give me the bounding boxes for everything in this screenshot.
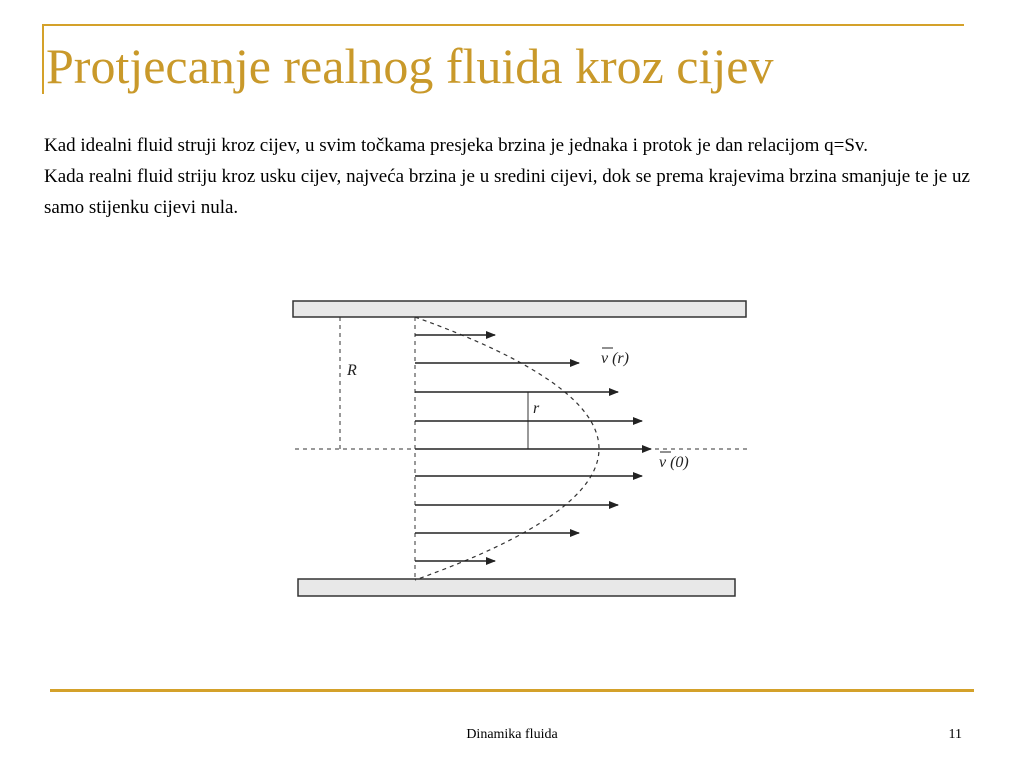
pipe-wall-top (293, 301, 746, 317)
title-frame-left-line (42, 24, 44, 94)
slide-title: Protjecanje realnog fluida kroz cijev (46, 38, 774, 94)
pipe-wall-bottom (298, 579, 735, 596)
v-r-label: v (r) (601, 350, 629, 367)
paragraph-ideal-fluid: Kad idealni fluid struji kroz cijev, u svim točkama presjeka brzina je jednaka i protok je dan relacijom q=Sv. (44, 135, 868, 156)
footer-title: Dinamika fluida (466, 727, 558, 742)
radius-label: R (347, 362, 357, 379)
title-frame-top-line (42, 24, 964, 26)
r-label: r (533, 400, 540, 417)
page-number: 11 (948, 727, 962, 742)
slide-body (44, 130, 970, 223)
pipe-flow-velocity-diagram (285, 293, 755, 605)
paragraph-real-fluid: Kada realni fluid striju kroz usku cijev, najveća brzina je u sredini cijevi, dok se prema krajevima brzina smanjuje te je uz samo stijenku cijevi nula. (44, 166, 970, 218)
footer-divider (50, 689, 974, 692)
v-0-label: v (0) (659, 454, 689, 471)
